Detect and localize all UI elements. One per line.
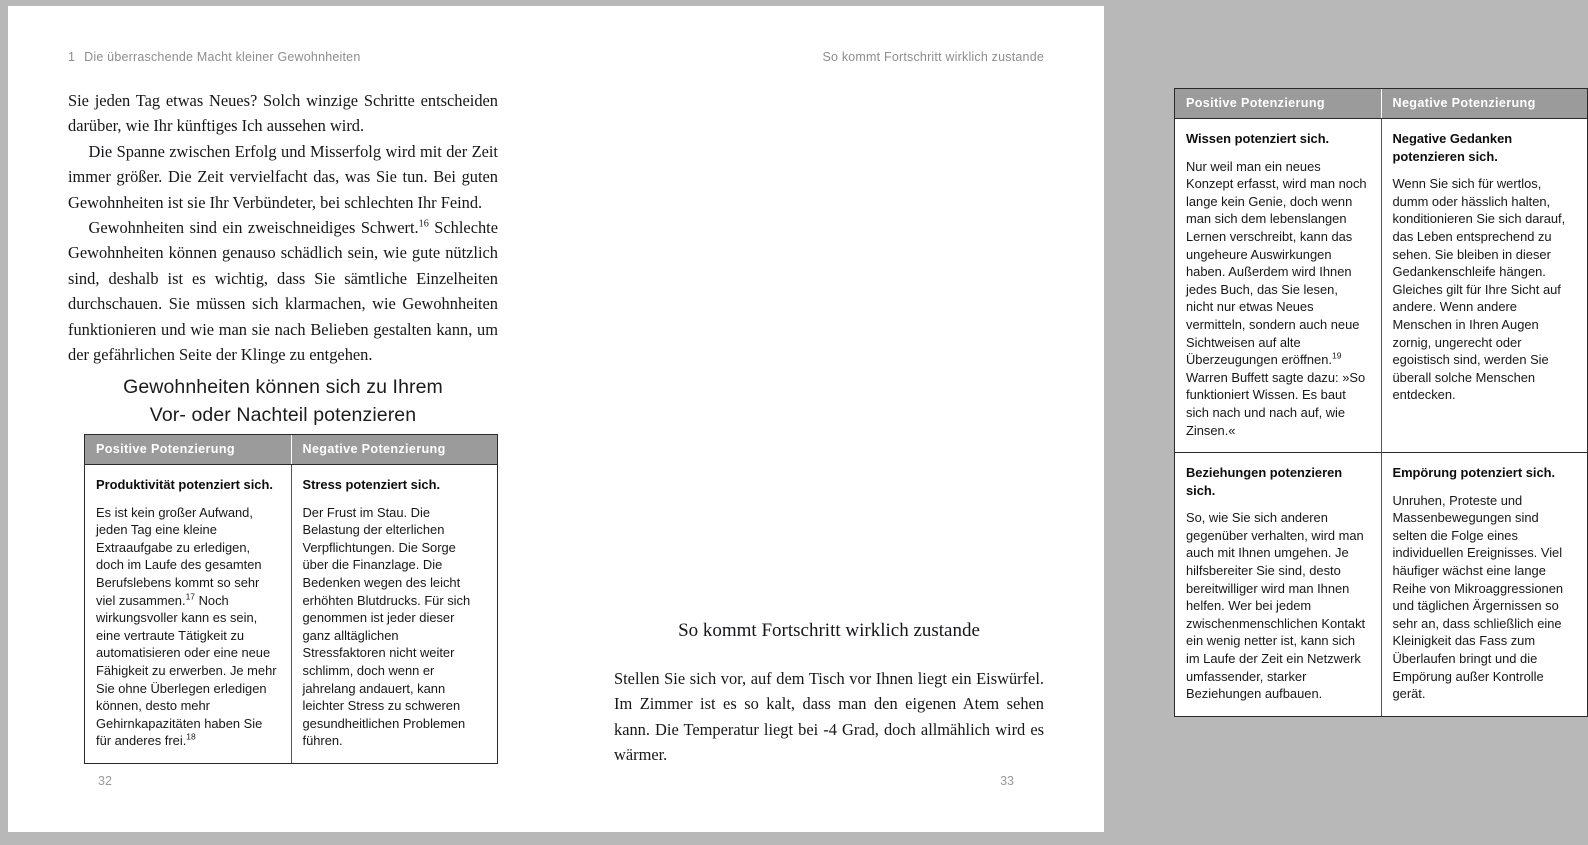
page-number-left: 32	[98, 774, 112, 788]
table-right-body	[1175, 119, 1587, 716]
cell-body: Der Frust im Stau. Die Belastung der elterlichen Verpflichtungen. Die Sorge über die Finanzlage. Die Bedenken wegen des leicht erhöhten Blutdrucks. Für sich genommen ist jeder dieser ganz alltäglichen Stressfaktoren nicht weiter schlimm, doch wenn er jahrelang andauert, kann leichter Stress zu schweren gesundheitlichen Problemen führen.	[302, 504, 471, 749]
col-header-negative: Negative Potenzierung	[291, 435, 497, 465]
page-number-right: 33	[1000, 774, 1014, 788]
cell-body: So, wie Sie sich anderen gegenüber verhalten, wird man auch mit Ihnen umgehen. Je hilfsbereiter Sie sind, desto bereitwilliger wird man Ihnen helfen. Wer bei jedem zwischenmenschlichen Kontakt ein wenig netter ist, kann sich im Laufe der Zeit ein Netzwerk umfassender, starker Beziehungen aufbauen.	[1186, 510, 1366, 702]
two-page-spread	[8, 6, 1566, 832]
paragraph: Die Spanne zwischen Erfolg und Misserfolg wird mit der Zeit immer größer. Die Zeit vervielfacht das, was Sie tun. Bei guten Gewohnheiten ist sie Ihr Verbündeter, bei schlechten Ihr Feind.	[68, 141, 498, 212]
paragraph: Stellen Sie sich vor, auf dem Tisch vor Ihnen liegt ein Eiswürfel. Im Zimmer ist es so kalt, dass man den eigenen Atem sehen kann. Die Temperatur liegt bei -4 Grad, doch allmählich wird es wärmer.	[614, 669, 1044, 765]
table-row	[85, 465, 497, 763]
box-heading-line1: Gewohnheiten können sich zu Ihrem	[123, 376, 443, 398]
table-cell-positive	[1175, 453, 1381, 716]
table-header-row	[1175, 89, 1587, 119]
comparison-table-right	[1174, 88, 1588, 717]
paragraph: Sie jeden Tag etwas Neues? Solch winzige Schritte entscheiden darüber, wie Ihr künftiges Ich aussehen wird.	[68, 91, 498, 136]
cell-title: Empörung potenziert sich.	[1392, 465, 1556, 481]
chapter-number: 1	[68, 50, 76, 64]
left-page	[8, 6, 556, 832]
paragraph: Gewohnheiten sind ein zweischneidiges Schwert.$^{16}$ Schlechte Gewohnheiten können genauso schädlich sein, wie gute nützlich sind, deshalb ist es wichtig, dass Sie sämtliche Einzelheiten durchschauen. Sie müssen sich klarmachen, wie Gewohnheiten funktionieren und wie man sie nach Belieben gestalten kann, um der gefährlichen Seite der Klinge zu entgehen.	[68, 218, 499, 365]
col-header-negative: Negative Potenzierung	[1381, 89, 1587, 119]
table-right-grid	[1175, 89, 1587, 716]
cell-title: Negative Gedanken potenzieren sich.	[1392, 131, 1513, 164]
book-spread-canvas	[8, 6, 1566, 832]
footnote-ref: 16	[418, 218, 429, 230]
cell-title: Wissen potenziert sich.	[1186, 131, 1330, 146]
comparison-table-left	[84, 434, 498, 764]
running-head-right: So kommt Fortschritt wirklich zustande	[822, 50, 1044, 64]
cell-body: Nur weil man ein neues Konzept erfasst, wird man noch lange kein Genie, doch wenn man sich dem lebenslangen Lernen verschreibt, kann das ungeheure Auswirkungen haben. Außerdem wird Ihnen jedes Buch, das Sie lesen, nicht nur etwas Neues vermitteln, sondern auch neue Sichtweisen auf alte Überzeugungen eröffnen.$^{19}$ Warren Buffett sagte dazu: »So funktioniert Wissen. Es baut sich nach und nach auf, wie Zinsen.«	[1186, 158, 1367, 438]
table-left-grid	[85, 435, 497, 763]
table-row	[1175, 453, 1587, 716]
table-cell-positive	[1175, 119, 1381, 453]
footnote-ref: 18	[186, 732, 196, 743]
table-left-head	[85, 435, 497, 465]
col-header-positive: Positive Potenzierung	[85, 435, 291, 465]
table-row	[1175, 119, 1587, 453]
table-cell-negative	[1381, 453, 1587, 716]
box-heading-line2: Vor- oder Nachteil potenzieren	[149, 404, 417, 426]
cell-body: Unruhen, Proteste und Massenbewegungen sind selten die Folge eines individuellen Ereignisses. Viel häufiger wächst eine lange Reihe von Mikroaggressionen und täglichen Ärgernissen so sehr an, dass schließlich eine Kleinigkeit das Fass zum Überlaufen bringt und die Empörung außer Kontrolle gerät.	[1392, 492, 1564, 702]
right-body-text	[614, 666, 1044, 768]
table-cell-positive	[85, 465, 291, 763]
col-header-positive: Positive Potenzierung	[1175, 89, 1381, 119]
box-heading	[68, 373, 498, 429]
left-body-text	[68, 88, 498, 367]
table-left-body	[85, 465, 497, 763]
running-head-left	[68, 50, 360, 64]
footnote-ref: 19	[1331, 350, 1342, 361]
cell-title: Produktivität potenziert sich.	[96, 477, 273, 492]
cell-body: Es ist kein großer Aufwand, jeden Tag eine kleine Extraaufgabe zu erledigen, doch im Laufe des gesamten Berufslebens kommt so sehr viel zusammen.$^{17}$ Noch wirkungsvoller kann es sein, eine vertraute Tätigkeit zu automatisieren oder eine neue Fähigkeit zu erwerben. Je mehr Sie ohne Überlegen erledigen können, desto mehr Gehirnkapazitäten haben Sie für anderes frei.$^{18}$	[96, 504, 277, 749]
table-right-head	[1175, 89, 1587, 119]
table-header-row	[85, 435, 497, 465]
table-cell-negative	[291, 465, 497, 763]
cell-body: Wenn Sie sich für wertlos, dumm oder hässlich halten, konditionieren Sie sich darauf, das Leben entsprechend zu sehen. Sie bleiben in dieser Gedankenschleife hängen. Gleiches gilt für Ihre Sicht auf andere. Wenn andere Menschen in Ihren Augen zornig, ungerecht oder egoistisch sind, werden Sie überall solche Menschen entdecken.	[1392, 176, 1566, 403]
footnote-ref: 17	[185, 591, 196, 602]
chapter-title: Die überraschende Macht kleiner Gewohnheiten	[84, 50, 361, 64]
cell-title: Stress potenziert sich.	[302, 477, 441, 492]
right-page	[556, 6, 1566, 832]
section-heading-progress: So kommt Fortschritt wirklich zustande	[678, 620, 980, 641]
table-cell-negative	[1381, 119, 1587, 453]
cell-title: Beziehungen potenzieren sich.	[1186, 465, 1343, 498]
